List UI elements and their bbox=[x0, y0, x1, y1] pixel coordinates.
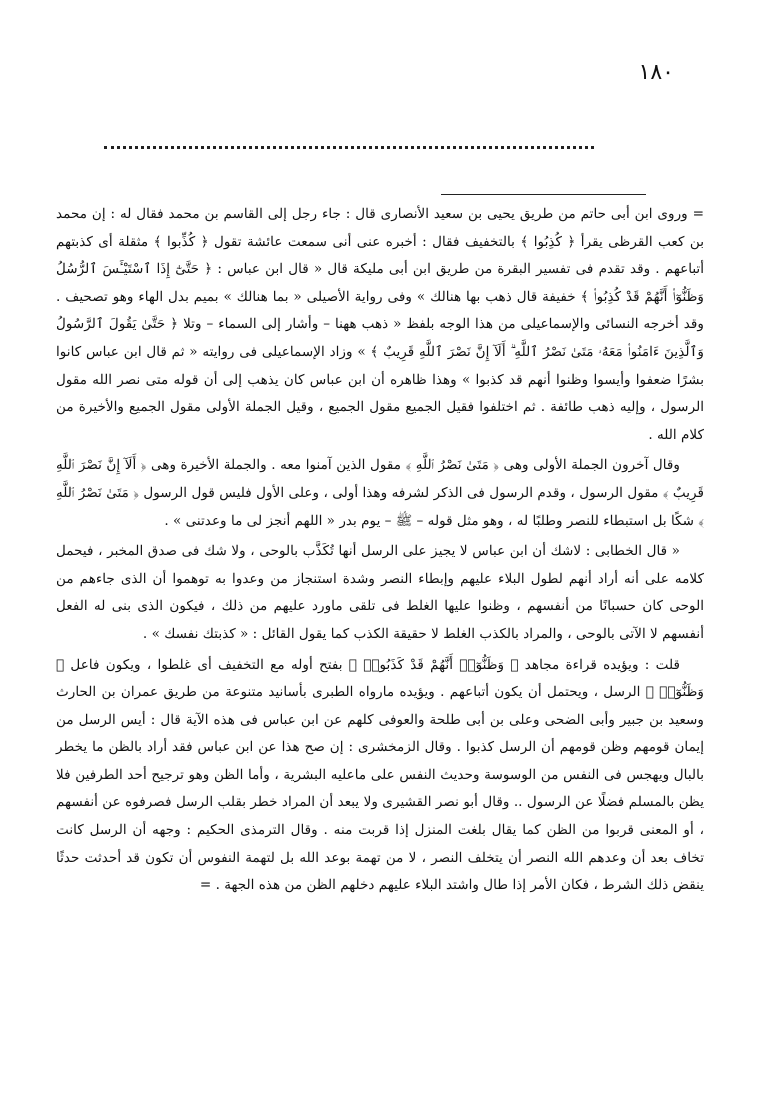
paragraph-4: قلت : ويؤيده قراءة مجاهد ﴿ وَظَنُّوٓا۟ أَنَّهُمْ قَدْ كَذَبُوا۟ ﴾ بفتح أوله مع التخفيف أى غلطوا ، ويكون فاعل ﴿ وَظَنُّوٓا۟ ﴾ الرسل ، ويحتمل أن يكون أتباعهم . ويؤيده مارواه الطبرى بأسانيد متنوعة من طريق عمران بن الحارث وسعيد بن جبير وأبى الضحى وعلى بن أبى طلحة والعوفى كلهم عن ابن عباس فى هذه الآية قال : أيس الرسل من إيمان قومهم وظن قومهم أن الرسل كذبوا . وقال الزمخشرى : إن صح هذا عن ابن عباس فقد أراد بالظن ما يخطر بالبال ويهجس فى النفس من الوسوسة وحديث النفس على ماعليه البشرية ، وأما الظن وهو ترجيح أحد الطرفين فلا يظن بالمسلم فضلًا عن الرسول .. وقال أبو نصر القشيرى ولا يبعد أن المراد خطر بقلب الرسل فصرفوه عن أنفسهم ، أو المعنى قربوا من الظن كما يقال بلغت المنزل إذا قربت منه . وقال الترمذى الحكيم : وجهه أن الرسل كانت تخاف بعد أن وعدهم الله النصر أن يتخلف النصر ، لا من تهمة بوعد الله بل لتهمة النفوس أن تكون قد أحدثت حدثًا ينقض ذلك الشرط ، فكان الأمر إذا طال واشتد البلاء عليهم دخلهم الظن من هذه الجهة . = bbox=[56, 656, 704, 894]
paragraph-1: = وروى ابن أبى حاتم من طريق يحيى بن سعيد الأنصارى قال : جاء رجل إلى القاسم بن محمد فقال له : إن محمد بن كعب القرظى يقرأ ﴿ كُذِبُوا ﴾ بالتخفيف فقال : أخبره عنى أنى سمعت عائشة تقول ﴿ كُذِّبوا ﴾ مثقلة أى كذبتهم أتباعهم . وقد تقدم فى تفسير البقرة من طريق ابن أبى مليكة قال « قال ابن عباس : ﴿ حَتَّىٰٓ إِذَا ٱسْتَيْـَٔسَ ٱلرُّسُلُ وَظَنُّوٓا۟ أَنَّهُمْ قَدْ كُذِبُوا۟ ﴾ خفيفة قال ذهب بها هنالك » وفى رواية الأصيلى « بما هنالك » بميم بدل الهاء وهو تصحيف . وقد أخرجه النسائى والإسماعيلى من هذا الوجه بلفظ « ذهب ههنا – وأشار إلى السماء – وتلا ﴿ حَتَّىٰ يَقُولَ ٱلرَّسُولُ وَٱلَّذِينَ ءَامَنُوا۟ مَعَهُۥ مَتَىٰ نَصْرُ ٱللَّهِ ۗ أَلَآ إِنَّ نَصْرَ ٱللَّهِ قَرِيبٌ ﴾ » وزاد الإسماعيلى فى روايته « ثم قال ابن عباس كانوا بشرًا ضعفوا وأيسوا وظنوا أنهم قد كذبوا » وهذا ظاهره أن ابن عباس كان يذهب إلى أن قوله متى نصر الله مقول الرسول ، وإليه ذهب طائفة . ثم اختلفوا فقيل الجميع مقول الجميع ، وقيل الجملة الأولى مقول الجميع والأخيرة من كلام الله . bbox=[56, 206, 704, 443]
footnote-text bbox=[56, 201, 704, 900]
paragraph-2: وقال آخرون الجملة الأولى وهى ﴿ مَتَىٰ نَصْرُ ٱللَّهِ ﴾ مقول الذين آمنوا معه . والجملة الأخيرة وهى ﴿ أَلَآ إِنَّ نَصْرَ ٱللَّهِ قَرِيبٌ ﴾ مقول الرسول ، وقدم الرسول فى الذكر لشرفه وهذا أولى ، وعلى الأول فليس قول الرسول ﴿ مَتَىٰ نَصْرُ ٱللَّهِ ﴾ شكًا بل استبطاء للنصر وطلبًا له ، وهو مثل قوله – ﷺ – يوم بدر « اللهم أنجز لى ما وعدتنى » . bbox=[56, 457, 704, 529]
footnote-rule bbox=[441, 194, 646, 195]
paragraph-3: « قال الخطابى : لاشك أن ابن عباس لا يجيز على الرسل أنها تُكَذَّب بالوحى ، ولا شك فى صدق المخبر ، فيحمل كلامه على أنه أراد أنهم لطول البلاء عليهم وإبطاء النصر وشدة استنجاز من وعدوا به توهموا أن الذى جاءهم من الوحى كان حسبانًا من أنفسهم ، وظنوا عليها الغلط فى تلقى ماورد عليهم من ذلك ، فيكون الذى بنى له الفعل أنفسهم لا الآتى بالوحى ، والمراد بالكذب الغلط لا حقيقة الكذب كما يقول القائل : « كذبتك نفسك » . bbox=[56, 543, 704, 642]
page-number: ١٨٠ bbox=[638, 60, 674, 85]
dotted-separator bbox=[104, 146, 594, 149]
